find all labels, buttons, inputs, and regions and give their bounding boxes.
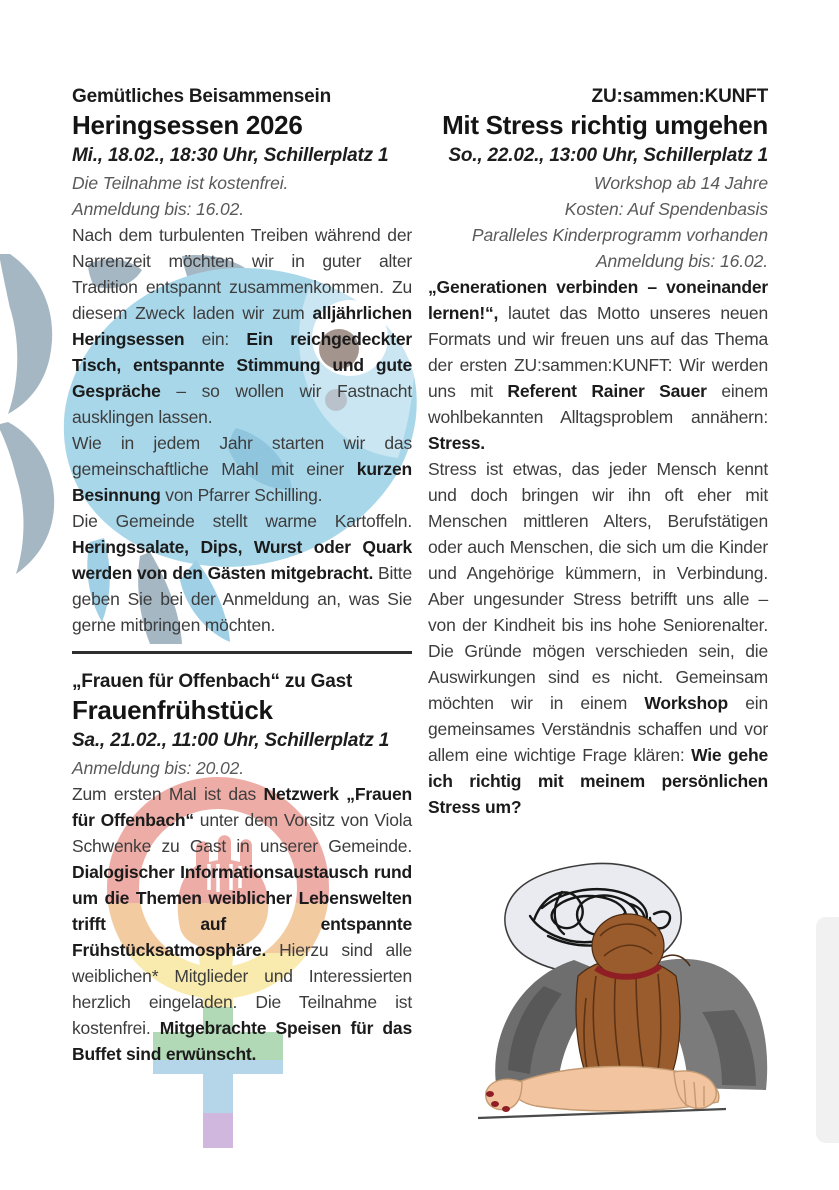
article-title: Heringsessen 2026	[72, 110, 303, 140]
article-datetime: Mi., 18.02., 18:30 Uhr, Schillerplatz 1	[72, 145, 389, 166]
article-info-line: Anmeldung bis: 20.02.	[72, 758, 245, 778]
stressed-person-illustration	[478, 858, 780, 1138]
left-column	[72, 84, 412, 1067]
article-datetime: So., 22.02., 13:00 Uhr, Schillerplatz 1	[448, 145, 768, 166]
article-frauenfruehstueck	[72, 669, 412, 1067]
fish-tail-upper	[0, 254, 52, 414]
paragraph: Zum ersten Mal ist das Netzwerk „Frauen für Offenbach“ unter dem Vorsitz von Viola Schwenke zu Gast in unserer Gemeinde. Dialogischer Informationsaustausch rund um die Themen weiblicher Lebenswelten trifft auf entspannte Frühstücksatmosphäre. Hierzu sind alle weiblichen* Mitglieder und Interessierten herzlich eingeladen. Die Teilnahme ist kostenfrei. Mitgebrachte Speisen für das Buffet sind erwünscht.	[72, 784, 412, 1064]
fingernail	[486, 1091, 494, 1097]
article-body	[72, 781, 412, 1067]
paragraph: „Generationen verbinden – voneinander lernen!“, lautet das Motto unseres neuen Formats und wir freuen uns auf das Thema der ersten ZU:sammen:KUNFT: Wir werden uns mit Referent Rainer Sauer einem wohlbekannten Alltagsproblem annähern: Stress.	[428, 277, 768, 453]
section-divider	[72, 651, 412, 654]
fingernail	[491, 1101, 499, 1107]
paragraph: Nach dem turbulenten Treiben während der Narrenzeit möchten wir in guter alter Tradition entspannt zusammenkommen. Zu diesem Zweck laden wir zum alljährlichen Heringsessen ein: Ein reichgedeckter Tisch, entspannte Stimmung und gute Gespräche – so wollen wir Fastnacht ausklingen lassen.	[72, 225, 412, 427]
paragraph: Wie in jedem Jahr starten wir das gemeinschaftliche Mahl mit einer kurzen Besinnung von Pfarrer Schilling.	[72, 433, 412, 505]
article-info-line: Anmeldung bis: 16.02.	[595, 251, 768, 271]
article-kicker: „Frauen für Offenbach“ zu Gast	[72, 671, 353, 692]
article-info-line: Anmeldung bis: 16.02.	[72, 199, 245, 219]
article-stress	[428, 84, 768, 820]
fish-tail-lower	[0, 422, 54, 574]
article-title: Frauenfrühstück	[72, 695, 273, 725]
fingernail	[502, 1106, 510, 1112]
article-info-line: Workshop ab 14 Jahre	[593, 173, 768, 193]
paragraph: Die Gemeinde stellt warme Kartoffeln. Heringssalate, Dips, Wurst oder Quark werden von den Gästen mitgebracht. Bitte geben Sie bei der Anmeldung an, was Sie gerne mitbringen möchten.	[72, 511, 413, 635]
right-column	[428, 84, 768, 820]
article-info-line: Kosten: Auf Spendenbasis	[564, 199, 768, 219]
article-info-line: Paralleles Kinderprogramm vorhanden	[471, 225, 768, 245]
article-heringsessen	[72, 84, 412, 638]
paragraph: Stress ist etwas, das jeder Mensch kennt und doch bringen wir ihn oft eher mit Menschen mittleren Alters, Berufstätigen oder auch Menschen, die sich um die Kinder und Angehörige kümmern, in Verbindung. Aber ungesunder Stress betrifft uns alle – von der Kindheit bis ins hohe Seniorenalter. Die Gründe mögen verschieden sein, die Auswirkungen sind es nicht. Gemeinsam möchten wir in einem Workshop ein gemeinsames Verständnis schaffen und vor allem eine wichtige Frage klären: Wie gehe ich richtig mit meinem persönlichen Stress um?	[428, 459, 768, 817]
article-datetime: Sa., 21.02., 11:00 Uhr, Schillerplatz 1	[72, 730, 390, 751]
article-body	[72, 222, 412, 638]
article-body	[428, 274, 768, 820]
page-edge-shape	[816, 917, 839, 1143]
article-info-line: Die Teilnahme ist kostenfrei.	[72, 173, 289, 193]
article-title: Mit Stress richtig umgehen	[442, 110, 768, 140]
article-kicker: ZU:sammen:KUNFT	[591, 86, 768, 107]
article-kicker: Gemütliches Beisammensein	[72, 86, 331, 107]
